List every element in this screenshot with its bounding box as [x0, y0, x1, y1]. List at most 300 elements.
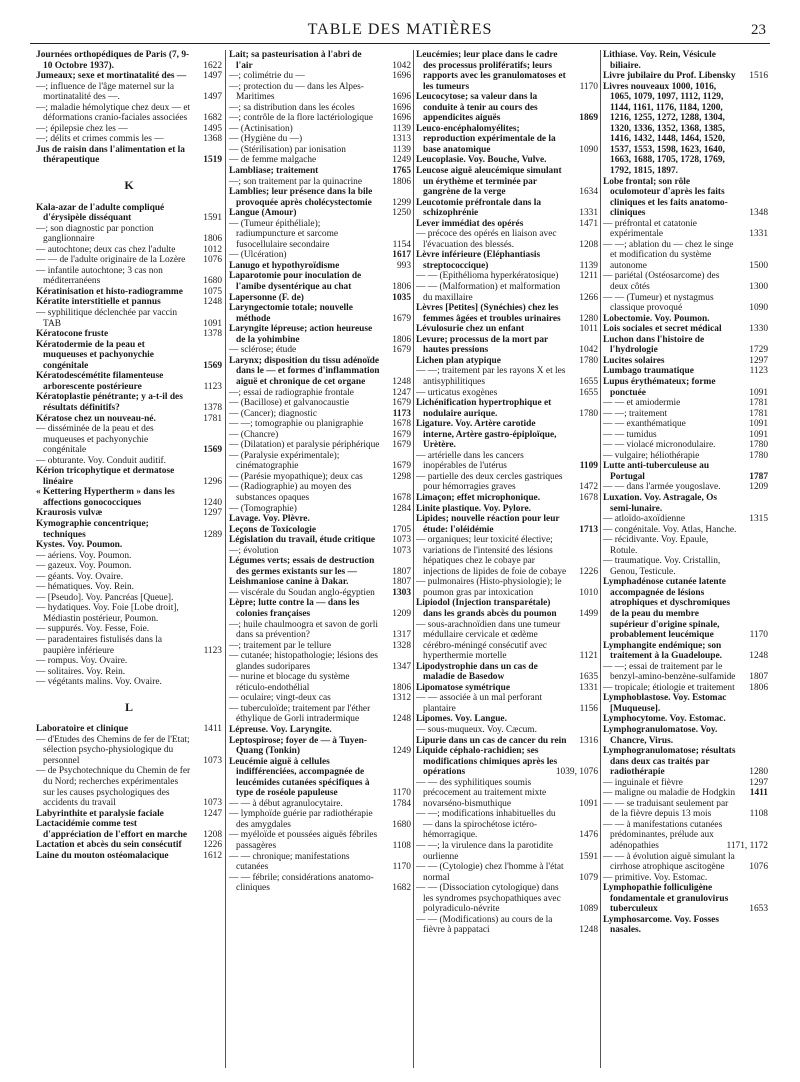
index-entry	[229, 419, 411, 430]
index-entry	[36, 103, 222, 124]
index-entry	[416, 841, 598, 862]
entry-text: — (Cancer); diagnostic	[229, 408, 317, 419]
index-entry	[416, 915, 598, 936]
entry-text: Lactation et abcès du sein consécutif	[36, 840, 182, 851]
entry-text: — (Bacillose) et galvanocaustie	[229, 398, 350, 409]
entry-text: — (Chancre)	[229, 429, 279, 440]
entry-text: — — (Tumeur) et nystagmus classique provoqué	[603, 292, 714, 314]
index-entry	[36, 340, 222, 372]
page-header	[0, 0, 800, 44]
entry-page-number: 1781	[749, 398, 768, 409]
index-entry	[603, 915, 768, 936]
index-entry	[229, 651, 411, 672]
entry-page-number: 1780	[579, 408, 598, 419]
entry-page-number: 1617	[392, 250, 411, 261]
entry-page-number: 1806	[203, 234, 222, 245]
index-entry	[229, 261, 411, 272]
entry-page-number: 1500	[749, 260, 768, 271]
index-entry	[416, 335, 598, 356]
entry-page-number: 1655	[579, 376, 598, 387]
entry-text: — viscérale du Soudan anglo-égyptien	[229, 587, 375, 598]
entry-text: — disséminée de la peau et des muqueuses et pachyonychie congénitale	[36, 424, 154, 456]
entry-page-number: 1010	[579, 587, 598, 598]
entry-text: — oculaire; vingt-deux cas	[229, 693, 331, 704]
index-entry	[603, 693, 768, 714]
entry-page-number: 1569	[203, 445, 222, 456]
index-entry	[603, 514, 768, 525]
index-entry	[416, 809, 598, 841]
entry-text: Lymphogranulomatose; résultats dans deux cas traités par radiothérapie	[603, 746, 736, 778]
entry-page-number: 1806	[392, 282, 411, 293]
entry-text: Larynx; disposition du tissu adénoïde dans le — et formes d'inflammation aiguë et chronique de cet organe	[229, 355, 380, 387]
index-entry	[603, 50, 768, 71]
index-entry	[229, 440, 411, 451]
entry-page-number: 1495	[203, 123, 222, 134]
index-entry	[36, 134, 222, 145]
entry-text: — —; ablation du — chez le singe et modification du système autonome	[603, 239, 734, 271]
entry-page-number: 1091	[203, 318, 222, 329]
entry-page-number: 1249	[392, 746, 411, 757]
entry-page-number: 1154	[392, 239, 411, 250]
index-entry	[36, 735, 222, 767]
entry-text: Leucose aiguë aleucémique simulant un érythème et terminée par gangrène de la verge	[416, 166, 562, 198]
entry-page-number: 1679	[392, 313, 411, 324]
column-divider	[413, 50, 414, 1068]
index-entry	[36, 551, 222, 562]
index-entry	[603, 873, 768, 884]
entry-text: — — et amiodermie	[603, 398, 681, 409]
entry-page-number: 1516	[749, 71, 768, 82]
index-entry	[229, 155, 411, 166]
index-entry	[416, 324, 598, 335]
entry-text: Légumes verts; essais de destruction des germes existants sur les —	[229, 556, 375, 577]
entry-page-number: 1079	[579, 872, 598, 883]
entry-text: Lymphoblastose. Voy. Estomac [Muqueuse].	[603, 693, 727, 714]
index-entry	[603, 556, 768, 577]
index-entry	[603, 71, 768, 82]
index-entry	[229, 388, 411, 399]
index-entry	[36, 456, 222, 467]
entry-text: — — dans l'armée yougoslave.	[603, 482, 721, 493]
index-entry	[229, 124, 411, 135]
index-entry	[416, 746, 598, 778]
entry-page-number: 1248	[392, 376, 411, 387]
entry-text: Lichénification hypertrophique et nodulaire aurique.	[416, 398, 552, 419]
entry-text: — précoce des opérés en liaison avec l'évacuation des blessés.	[416, 229, 557, 250]
index-entry	[229, 830, 411, 851]
index-entry	[229, 620, 411, 641]
entry-page-number: 1123	[749, 366, 768, 377]
entry-text: Lumbago traumatique	[603, 366, 694, 377]
index-column-1	[36, 50, 222, 1068]
index-entry	[603, 366, 768, 377]
entry-page-number: 1679	[392, 429, 411, 440]
index-entry	[36, 392, 222, 413]
entry-page-number: 1807	[392, 577, 411, 588]
entry-page-number: 1682	[392, 883, 411, 894]
entry-page-number: 1655	[579, 387, 598, 398]
entry-page-number: 1156	[579, 703, 598, 714]
entry-page-number: 1780	[749, 450, 768, 461]
entry-page-number: 1240	[203, 497, 222, 508]
entry-page-number: 1781	[749, 408, 768, 419]
entry-text: — — des syphilitiques soumis précocement au traitement mixte novarséno-bismuthique	[416, 777, 547, 809]
entry-text: — myéloïde et poussées aiguës fébriles passagères	[229, 830, 378, 852]
entry-page-number: 1091	[749, 419, 768, 430]
entry-page-number: 1296	[203, 476, 222, 487]
index-entry	[416, 535, 598, 577]
entry-text: Lupus érythémateux; forme ponctuée	[603, 376, 716, 398]
index-entry	[416, 388, 598, 399]
index-entry	[229, 588, 411, 599]
index-column-3	[416, 50, 598, 1068]
index-entry	[416, 683, 598, 694]
entry-page-number: 1781	[203, 413, 222, 424]
entry-text: — (Dilatation) et paralysie périphérique	[229, 440, 380, 451]
entry-text: — —; essai de traitement par le benzyl-amino-benzène-sulfamide	[603, 661, 736, 683]
index-entry	[36, 50, 222, 71]
entry-page-number: 1622	[203, 60, 222, 71]
entry-text: — urticatus exogènes	[416, 387, 498, 398]
index-entry	[416, 472, 598, 493]
entry-text: — paradentaires fistulisés dans la paupière inférieure	[36, 634, 163, 656]
entry-text: — —; traitement par les rayons X et les antisyphilitiques	[416, 366, 566, 387]
entry-page-number: 1313	[392, 134, 411, 145]
entry-text: — récidivante. Voy. Epaule, Rotule.	[603, 535, 709, 556]
index-entry	[229, 430, 411, 441]
index-entry	[229, 641, 411, 652]
index-entry	[416, 303, 598, 324]
entry-text: —; colimétrie du —	[229, 71, 305, 82]
entry-text: — suppurés. Voy. Fesse, Foie.	[36, 624, 150, 635]
entry-text: Législation du travail, étude critique	[229, 535, 376, 546]
entry-page-number: 1211	[579, 271, 598, 282]
entry-text: Lanugo et hypothyroïdisme	[229, 260, 340, 271]
entry-page-number: 1807	[392, 566, 411, 577]
entry-text: — cutanée; histopathologie; lésions des glandes sudoripares	[229, 651, 378, 672]
index-entry	[416, 577, 598, 598]
index-entry	[229, 356, 411, 388]
entry-page-number: 1679	[392, 440, 411, 451]
index-entry	[229, 398, 411, 409]
entry-page-number: 1679	[392, 461, 411, 472]
index-entry	[416, 862, 598, 883]
index-entry	[229, 166, 411, 177]
entry-page-number: 1806	[392, 176, 411, 187]
entry-page-number: 1249	[392, 155, 411, 166]
index-entry	[229, 82, 411, 103]
entry-page-number: 1678	[392, 492, 411, 503]
entry-page-number: 1123	[203, 645, 222, 656]
index-entry	[36, 603, 222, 624]
index-entry	[416, 198, 598, 219]
entry-page-number: 1787	[749, 471, 768, 482]
entry-page-number: 1011	[579, 324, 598, 335]
entry-text: — —; tomographie ou planigraphie	[229, 419, 364, 430]
index-entry	[603, 820, 768, 852]
index-entry	[416, 714, 598, 725]
entry-text: — tuberculoïde; traitement par l'éther éthylique de Gorli intradermique	[229, 703, 371, 725]
entry-page-number: 1108	[749, 809, 768, 820]
entry-text: Laryngectomie totale; nouvelle méthode	[229, 303, 353, 324]
index-entry	[603, 419, 768, 430]
index-entry	[229, 799, 411, 810]
index-entry	[603, 883, 768, 915]
entry-text: Linite plastique. Voy. Pylore.	[416, 503, 531, 514]
entry-text: Kératoplastie pénétrante; y a-t-il des résultats définitifs?	[36, 392, 183, 413]
index-entry	[603, 219, 768, 240]
entry-page-number: 1765	[392, 166, 411, 177]
entry-text: Levure; processus de la mort par hautes pressions	[416, 334, 549, 356]
entry-text: Lichen plan atypique	[416, 355, 501, 366]
entry-text: — partielle des deux cercles gastriques pour hémorragies graves	[416, 471, 563, 493]
index-entry	[229, 113, 411, 124]
entry-text: — (Parésie myopathique); deux cas	[229, 471, 363, 482]
entry-page-number: 1073	[392, 535, 411, 546]
entry-text: Kératocone fruste	[36, 329, 109, 340]
entry-text: — maligne ou maladie de Hodgkin	[603, 788, 736, 799]
entry-text: — — tumidus	[603, 429, 657, 440]
index-column-2	[229, 50, 411, 1068]
entry-text: Lèvre inférieure (Eléphantiasis streptococcique)	[416, 250, 541, 271]
entry-text: —; sa distribution dans les écoles	[229, 102, 355, 113]
index-entry	[603, 535, 768, 556]
entry-text: — (Ulcération)	[229, 250, 287, 261]
entry-page-number: 1091	[749, 429, 768, 440]
entry-page-number: 1696	[392, 71, 411, 82]
entry-text: Lipodystrophie dans un cas de maladie de Basedow	[416, 661, 538, 683]
entry-page-number: 1171, 1172	[726, 841, 768, 852]
index-entry	[36, 766, 222, 808]
entry-text: Lambliase; traitement	[229, 166, 319, 177]
index-entry	[416, 693, 598, 714]
entry-text: — — à manifestations cutanées prédominantes, prélude aux adénopathies	[603, 819, 723, 852]
index-entry	[36, 266, 222, 287]
index-entry	[36, 561, 222, 572]
entry-page-number: 1348	[749, 208, 768, 219]
entry-text: — — (Modifications) au cours de la fièvre à pappataci	[416, 914, 553, 936]
entry-page-number: 1073	[392, 545, 411, 556]
entry-page-number: 1091	[749, 387, 768, 398]
entry-page-number: 1076	[203, 255, 222, 266]
index-entry	[229, 409, 411, 420]
entry-page-number: 1696	[392, 92, 411, 103]
entry-page-number: 1411	[203, 724, 222, 735]
entry-text: — — à évolution aiguë simulant la cirrhose atrophique ascitogène	[603, 851, 735, 873]
entry-text: Lymphocytome. Voy. Estomac.	[603, 714, 726, 725]
entry-text: — [Pseudo]. Voy. Pancréas [Queue].	[36, 592, 174, 603]
index-entry	[603, 482, 768, 493]
entry-text: Leucocytose; sa valeur dans la conduite à tenir au cours des appendicites aiguës	[416, 92, 538, 124]
entry-page-number: 1170	[392, 788, 411, 799]
entry-page-number: 1090	[749, 303, 768, 314]
entry-text: Labyrinthite et paralysie faciale	[36, 808, 164, 819]
index-entry	[416, 504, 598, 515]
index-entry	[229, 219, 411, 251]
entry-page-number: 1039, 1076	[555, 767, 598, 778]
entry-text: — organiques; leur toxicité élective; variations de l'intensité des lésions hépatiques chez le cobaye par injections de lipides de foie de cobaye	[416, 535, 567, 577]
entry-text: Kératite interstitielle et pannus	[36, 297, 161, 308]
entry-text: — primitive. Voy. Estomac.	[603, 872, 708, 883]
entry-text: —; maladie hémolytique chez deux — et déformations cranio-faciales associées	[36, 102, 191, 124]
index-entry	[36, 145, 222, 166]
entry-page-number: 1209	[392, 608, 411, 619]
entry-page-number: 1316	[579, 735, 598, 746]
index-entry	[603, 324, 768, 335]
entry-page-number: 1108	[392, 841, 411, 852]
entry-page-number: 1806	[392, 682, 411, 693]
entry-page-number: 1208	[579, 239, 598, 250]
entry-page-number: 1248	[579, 925, 598, 936]
entry-text: —; influence de l'âge maternel sur la mortinatalité des —.	[36, 81, 175, 103]
entry-text: Lamblies; leur présence dans la bile provoquée après cholécystectomie	[229, 187, 373, 208]
entry-page-number: 1073	[203, 798, 222, 809]
index-entry	[36, 124, 222, 135]
entry-text: — — (Malformation) et malformation du maxillaire	[416, 282, 561, 303]
index-entry	[229, 704, 411, 725]
index-entry	[36, 245, 222, 256]
entry-text: — — (Cytologie) chez l'homme à l'état normal	[416, 862, 564, 883]
entry-page-number: 1696	[392, 102, 411, 113]
index-entry	[229, 504, 411, 515]
index-entry	[36, 71, 222, 82]
entry-text: Leishmaniose canine à Dakar.	[229, 577, 349, 588]
entry-text: — de Psychotechnique du Chemin de fer du Nord; recherches expérimentales sur les causes psychologiques des accidents du travail	[36, 766, 191, 809]
entry-page-number: 1330	[749, 324, 768, 335]
column-divider	[600, 50, 601, 1068]
index-entry	[229, 809, 411, 830]
entry-text: — artérielle dans les cancers inopérables de l'utérus	[416, 450, 524, 472]
index-entry	[229, 535, 411, 546]
entry-page-number: 1331	[579, 208, 598, 219]
entry-text: —; son diagnostic par ponction ganglionnaire	[36, 223, 154, 245]
index-entry	[36, 308, 222, 329]
index-entry	[36, 593, 222, 604]
index-entry	[416, 366, 598, 387]
entry-text: Leucémie aiguë à cellules indifférenciées, accompagnée de leucémides cutanées spécifiques à type de roséole papuleuse	[229, 756, 370, 799]
index-entry	[229, 145, 411, 156]
index-entry	[36, 203, 222, 224]
entry-page-number: 1807	[749, 672, 768, 683]
entry-text: Lèpre; lutte contre la — dans les colonies françaises	[229, 598, 360, 619]
section-letter: L	[124, 699, 133, 714]
index-entry	[229, 50, 411, 71]
entry-text: — pariétal (Ostéosarcome) des deux côtés	[603, 271, 720, 293]
entry-text: Laryngite lépreuse; action heureuse de la yohimbine	[229, 324, 373, 345]
entry-text: « Kettering Hypertherm » dans les affections gonococciques	[36, 487, 175, 508]
entry-text: — végétants malins. Voy. Ovaire.	[36, 677, 162, 688]
index-entry	[229, 693, 411, 704]
entry-text: — — associée à un mal perforant plantaire	[416, 693, 542, 714]
entry-page-number: 1411	[749, 788, 768, 799]
entry-page-number: 1297	[203, 508, 222, 519]
index-entry	[603, 799, 768, 820]
index-entry	[229, 472, 411, 483]
entry-text: — pulmonaires (Histo-physiologie); le poumon gras par intoxication	[416, 577, 562, 598]
index-entry	[36, 329, 222, 340]
index-entry	[416, 219, 598, 230]
entry-text: Livres nouveaux 1000, 1016, 1065, 1079, 1097, 1112, 1129, 1144, 1161, 1176, 1184, 1200, 1216, 1255, 1272, 1288, 1304, 1320, 1336, 1352, 1368, 1385, 1416, 1432, 1448, 1464, 1520, 1537, 1553, 1598, 1623, 1640, 1663, 1688, 1705, 1728, 1769, 1792, 1815, 1897.	[603, 81, 725, 177]
entry-page-number: 1209	[749, 482, 768, 493]
index-entry	[229, 187, 411, 208]
index-entry	[229, 177, 411, 188]
index-entry	[36, 840, 222, 851]
section-letter: K	[124, 178, 134, 193]
entry-text: Lépreuse. Voy. Laryngite.	[229, 725, 332, 735]
entry-page-number: 1035	[392, 292, 411, 303]
entry-text: — — chronique; manifestations cutanées	[229, 851, 350, 873]
entry-page-number: 1089	[579, 904, 598, 915]
entry-text: — géants. Voy. Ovaire.	[36, 571, 124, 582]
entry-text: — (Tomographie)	[229, 503, 297, 514]
entry-page-number: 1471	[579, 218, 598, 229]
index-entry	[36, 656, 222, 667]
entry-text: — sous-arachnoïdien dans une tumeur médullaire cervicale et œdème cérébro-méningé consécutif avec hyperthermie mortelle	[416, 619, 561, 662]
entry-page-number: 1247	[203, 808, 222, 819]
entry-text: — solitaires. Voy. Rein.	[36, 666, 126, 677]
entry-text: Lucites solaires	[603, 355, 665, 366]
entry-text: Lever immédiat des opérés	[416, 218, 524, 229]
entry-page-number: 1280	[579, 313, 598, 324]
entry-text: Kératinisation et histo-radiogramme	[36, 286, 183, 297]
index-entry	[603, 725, 768, 746]
index-entry	[603, 377, 768, 398]
index-entry	[229, 725, 411, 736]
entry-text: — d'Etudes des Chemins de fer de l'Etat; sélection psycho-physiologique du personnel	[36, 734, 190, 766]
index-entry	[229, 208, 411, 219]
entry-page-number: 1653	[749, 904, 768, 915]
index-entry	[229, 451, 411, 472]
entry-page-number: 1378	[203, 402, 222, 413]
index-entry	[36, 487, 222, 508]
index-entry	[36, 224, 222, 245]
entry-text: Lymphogranulomatose. Voy. Chancre, Virus.	[603, 725, 718, 746]
entry-page-number: 1729	[749, 345, 768, 356]
index-entry	[603, 271, 768, 292]
index-entry	[36, 635, 222, 656]
index-entry	[603, 662, 768, 683]
index-entry	[416, 736, 598, 747]
entry-page-number: 1170	[579, 81, 598, 92]
entry-text: —; contrôle de la flore lactériologique	[229, 113, 373, 124]
index-entry	[416, 282, 598, 303]
index-entry	[416, 419, 598, 451]
entry-text: Kystes. Voy. Poumon.	[36, 540, 123, 551]
entry-page-number: 1347	[392, 661, 411, 672]
index-entry	[603, 177, 768, 219]
entry-text: — — (Dissociation cytologique) dans les syndromes psychopathiques avec polyradiculo-névrite	[416, 883, 561, 915]
entry-text: Leçons de Toxicologie	[229, 524, 316, 535]
entry-page-number: 1317	[392, 630, 411, 641]
entry-text: —; protection du — dans les Alpes-Maritimes	[229, 81, 364, 103]
entry-text: Luchon dans l'histoire de l'hydrologie	[603, 334, 705, 356]
entry-page-number: 1682	[203, 113, 222, 124]
entry-text: — hématiques. Voy. Rein.	[36, 582, 134, 593]
index-entry	[229, 103, 411, 114]
entry-page-number: 1591	[203, 213, 222, 224]
entry-text: — —; la virulence dans la parotidite ourlienne	[416, 841, 553, 862]
entry-page-number: 1300	[749, 282, 768, 293]
index-entry	[229, 873, 411, 894]
entry-text: — autochtone; deux cas chez l'adulte	[36, 244, 176, 255]
index-entry	[603, 852, 768, 873]
index-entry	[229, 672, 411, 693]
entry-text: Liquide céphalo-rachidien; ses modifications chimiques après les opérations	[416, 746, 558, 778]
entry-text: Lutte anti-tuberculeuse au Portugal	[603, 461, 710, 482]
entry-text: Kératodescémétite filamenteuse arborescente postérieure	[36, 371, 164, 392]
entry-text: — — fébrile; considérations anatomo-cliniques	[229, 872, 374, 894]
entry-text: — sclérose; étude	[229, 345, 297, 356]
